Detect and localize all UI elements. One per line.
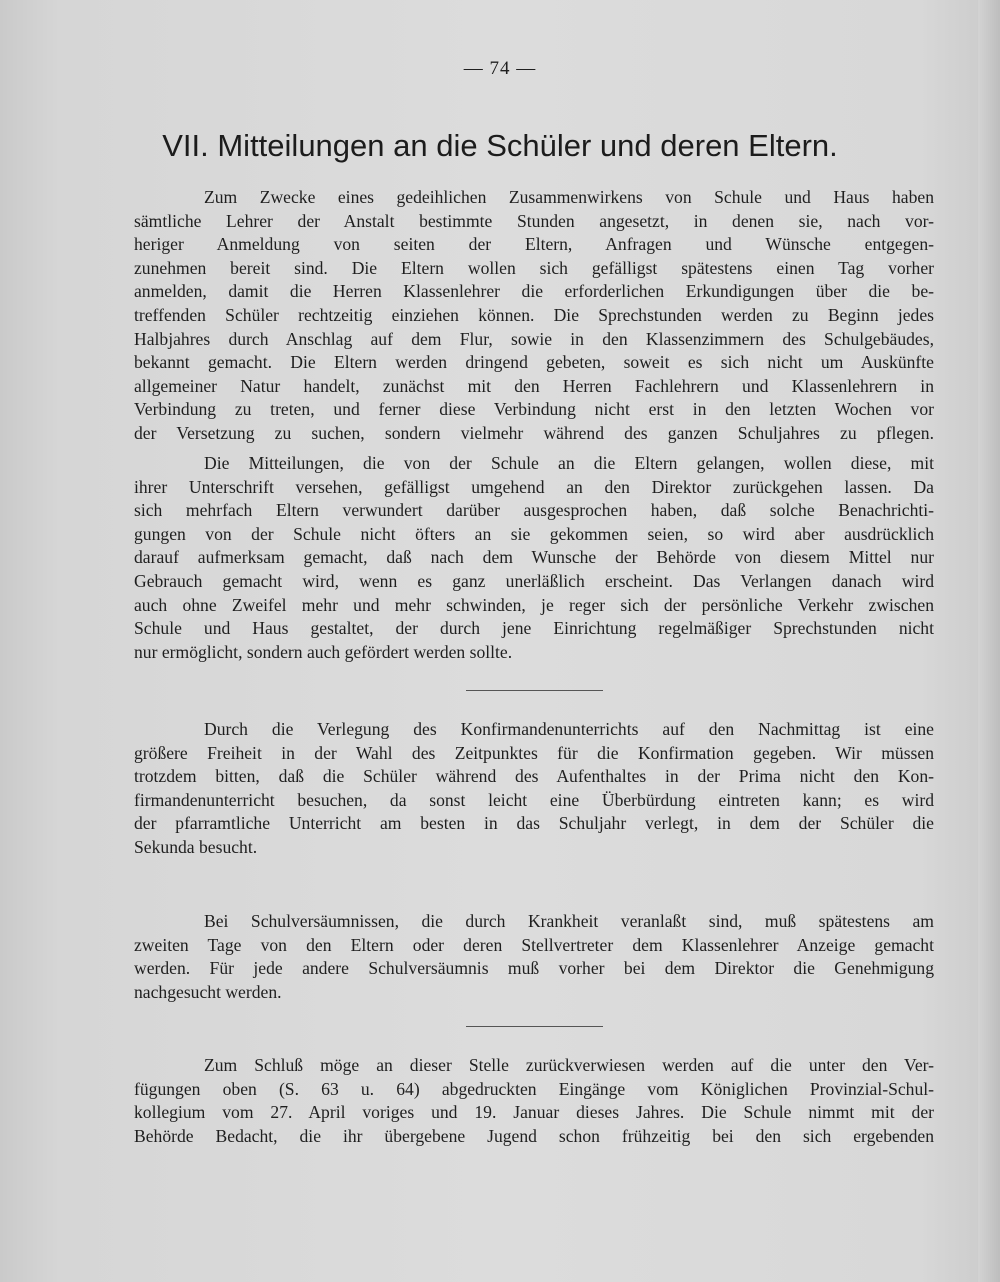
paragraph-notifications [134,452,934,664]
text-line: auch ohne Zweifel mehr und mehr schwinden, je reger sich der persönliche Verkehr zwischen [134,594,934,615]
text-line: der pfarramtliche Unterricht am besten in das Schuljahr verlegt, in dem der Schüler die [134,813,934,834]
paragraph-consultation-hours [134,186,934,446]
text-line: ihrer Unterschrift versehen, gefälligst umgehend an den Direktor zurückgehen lassen. Da [134,476,934,497]
text-line: Zum Schluß möge an dieser Stelle zurückverwiesen werden auf die unter den Ver- [204,1055,934,1075]
text-line: heriger Anmeldung von seiten der Eltern, Anfragen und Wünsche entgegen- [134,234,934,255]
text-line: Gebrauch gemacht wird, wenn es ganz unerläßlich erscheint. Das Verlangen danach wird [134,570,934,591]
text-line: treffenden Schüler rechtzeitig einziehen können. Die Sprechstunden werden zu Beginn jedes [134,304,934,325]
text-line: zweiten Tage von den Eltern oder deren Stellvertreter dem Klassenlehrer Anzeige gemacht [134,934,934,955]
text-line: trotzdem bitten, daß die Schüler während des Aufenthaltes in der Prima nicht den Kon- [134,766,934,787]
text-line: Die Mitteilungen, die von der Schule an die Eltern gelangen, wollen diese, mit [204,453,934,473]
text-line: anmelden, damit die Herren Klassenlehrer die erforderlichen Erkundigungen über die be- [134,281,934,302]
text-line: Schule und Haus gestaltet, der durch jene Einrichtung regelmäßiger Sprechstunden nicht [134,618,934,639]
text-line: Bei Schulversäumnissen, die durch Krankheit veranlaßt sind, muß spätestens am [204,911,934,931]
text-line: Halbjahres durch Anschlag auf dem Flur, sowie in den Klassenzimmern des Schulgebäudes, [134,328,934,349]
page-edge [978,0,1000,1282]
text-line: darauf aufmerksam gemacht, daß nach dem Wunsche der Behörde von diesem Mittel nur [134,547,934,568]
text-line: kollegium vom 27. April voriges und 19. Januar dieses Jahres. Die Schule nimmt mit der [134,1102,934,1123]
text-line: sich mehrfach Eltern verwundert darüber ausgesprochen haben, daß solche Benachrichti- [134,500,934,521]
paragraph-confirmation-lessons [134,718,934,860]
text-line: werden. Für jede andere Schulversäumnis muß vorher bei dem Direktor die Genehmigung [134,958,934,979]
section-divider [466,690,603,691]
text-line: sämtliche Lehrer der Anstalt bestimmte Stunden angesetzt, in denen sie, nach vor- [134,210,934,231]
text-line: fügungen oben (S. 63 u. 64) abgedruckten Eingänge vom Königlichen Provinzial-Schul- [134,1078,934,1099]
text-line: allgemeiner Natur handelt, zunächst mit den Herren Fachlehrern und Klassenlehrern in [134,375,934,396]
text-line: nur ermöglicht, sondern auch gefördert werden sollte. [134,641,513,662]
text-line: Behörde Bedacht, die ihr übergebene Jugend schon frühzeitig bei den sich ergebenden [134,1125,934,1146]
text-line: größere Freiheit in der Wahl des Zeitpunktes für die Konfirmation gegeben. Wir müssen [134,742,934,763]
text-line: Durch die Verlegung des Konfirmandenunterrichts auf den Nachmittag ist eine [204,719,934,739]
paragraph-closing [134,1054,934,1148]
text-line: Verbindung zu treten, und ferner diese Verbindung nicht erst in den letzten Wochen vor [134,399,934,420]
text-line: Zum Zwecke eines gedeihlichen Zusammenwirkens von Schule und Haus haben [204,187,934,207]
text-line: firmandenunterricht besuchen, da sonst leicht eine Überbürdung eintreten kann; es wird [134,789,934,810]
text-line: Sekunda besucht. [134,836,258,857]
text-line: gungen von der Schule nicht öfters an sie gekommen seien, so wird aber ausdrücklich [134,523,934,544]
text-line: bekannt gemacht. Die Eltern werden dringend gebeten, soweit es sich nicht um Auskünfte [134,352,934,373]
section-divider [466,1026,603,1027]
text-line: nachgesucht werden. [134,981,282,1002]
text-line: zunehmen bereit sind. Die Eltern wollen sich gefälligst spätestens einen Tag vorher [134,257,934,278]
paragraph-absences [134,910,934,1004]
page-number: — 74 — [463,58,537,79]
section-heading: VII. Mitteilungen an die Schüler und deren Eltern. [162,128,838,163]
text-line: der Versetzung zu suchen, sondern vielmehr während des ganzen Schuljahres zu pflegen. [134,422,934,443]
